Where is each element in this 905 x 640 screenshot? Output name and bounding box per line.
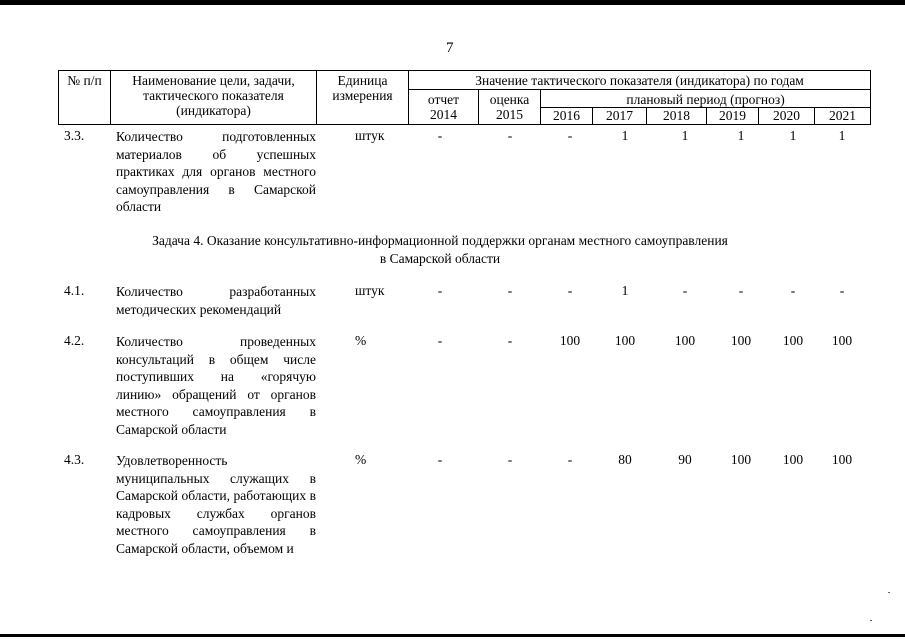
- header-estimate-2015: оценка 2015: [479, 90, 541, 125]
- value-2017: 80: [618, 452, 632, 467]
- indicator-unit: %: [355, 452, 367, 467]
- scan-speck: [870, 620, 872, 621]
- indicator-name: Удовлетворенность муниципальных служащих в Самарской области, работающих в кадровых службах органов местного самоуправления в Самарской области, объемом и: [116, 453, 316, 556]
- value-2014: -: [437, 283, 443, 298]
- header-year-2019: 2019: [707, 108, 759, 125]
- value-2016: 100: [559, 333, 581, 348]
- indicator-unit: %: [355, 333, 367, 348]
- row-number: 4.1.: [64, 283, 85, 298]
- header-values-group: Значение тактического показателя (индикатора) по годам: [409, 71, 871, 90]
- value-2019: 100: [730, 333, 752, 348]
- header-year-2018: 2018: [647, 108, 707, 125]
- value-2015: -: [507, 128, 513, 143]
- value-2016: -: [567, 128, 573, 143]
- indicator-unit: штук: [355, 128, 385, 143]
- header-year-2017: 2017: [593, 108, 647, 125]
- value-2014: -: [437, 452, 443, 467]
- header-num: № п/п: [59, 71, 111, 125]
- header-year-2020: 2020: [759, 108, 815, 125]
- value-2021: 100: [831, 333, 853, 348]
- indicator-name: Количество разработанных методических рекомендаций: [116, 284, 316, 317]
- value-2019: 100: [730, 452, 752, 467]
- header-year-2016: 2016: [541, 108, 593, 125]
- scan-bottom-edge: [0, 634, 905, 637]
- indicator-name: Количество подготовленных материалов об успешных практиках для органов местного самоуправления в Самарской области: [116, 129, 316, 214]
- value-2019: -: [738, 283, 744, 298]
- row-number: 4.2.: [64, 333, 85, 348]
- value-2019: 1: [737, 128, 745, 143]
- value-2021: 100: [831, 452, 853, 467]
- scan-top-edge: [0, 0, 905, 5]
- value-2020: 100: [782, 333, 804, 348]
- row-number: 4.3.: [64, 452, 85, 467]
- indicator-unit: штук: [355, 283, 385, 298]
- task-4-title: Задача 4. Оказание консультативно-информационной поддержки органам местного самоуправления в Самарской области: [152, 233, 728, 266]
- value-2018: 90: [678, 452, 692, 467]
- row-number: 3.3.: [64, 128, 85, 143]
- header-year-2021: 2021: [815, 108, 871, 125]
- header-unit: Единица измерения: [317, 71, 409, 125]
- value-2018: -: [682, 283, 688, 298]
- indicator-name: Количество проведенных консультаций в общем числе поступивших на «горячую линию» обращений от органов местного самоуправления в Самарской области: [116, 334, 316, 437]
- value-2017: 1: [621, 128, 629, 143]
- header-name: Наименование цели, задачи, тактического показателя (индикатора): [111, 71, 317, 125]
- value-2017: 100: [614, 333, 636, 348]
- value-2020: 100: [782, 452, 804, 467]
- scan-speck: [888, 592, 890, 593]
- value-2021: 1: [838, 128, 846, 143]
- value-2014: -: [437, 333, 443, 348]
- value-2015: -: [507, 333, 513, 348]
- indicator-table-header: [58, 70, 871, 125]
- value-2017: 1: [621, 283, 629, 298]
- value-2014: -: [437, 128, 443, 143]
- value-2015: -: [507, 452, 513, 467]
- value-2015: -: [507, 283, 513, 298]
- value-2021: -: [839, 283, 845, 298]
- value-2018: 100: [674, 333, 696, 348]
- value-2020: -: [790, 283, 796, 298]
- value-2016: -: [567, 283, 573, 298]
- value-2018: 1: [681, 128, 689, 143]
- value-2016: -: [567, 452, 573, 467]
- value-2020: 1: [789, 128, 797, 143]
- header-report-2014: отчет 2014: [409, 90, 479, 125]
- header-planned-period: плановый период (прогноз): [541, 90, 871, 108]
- page-number: 7: [446, 40, 454, 56]
